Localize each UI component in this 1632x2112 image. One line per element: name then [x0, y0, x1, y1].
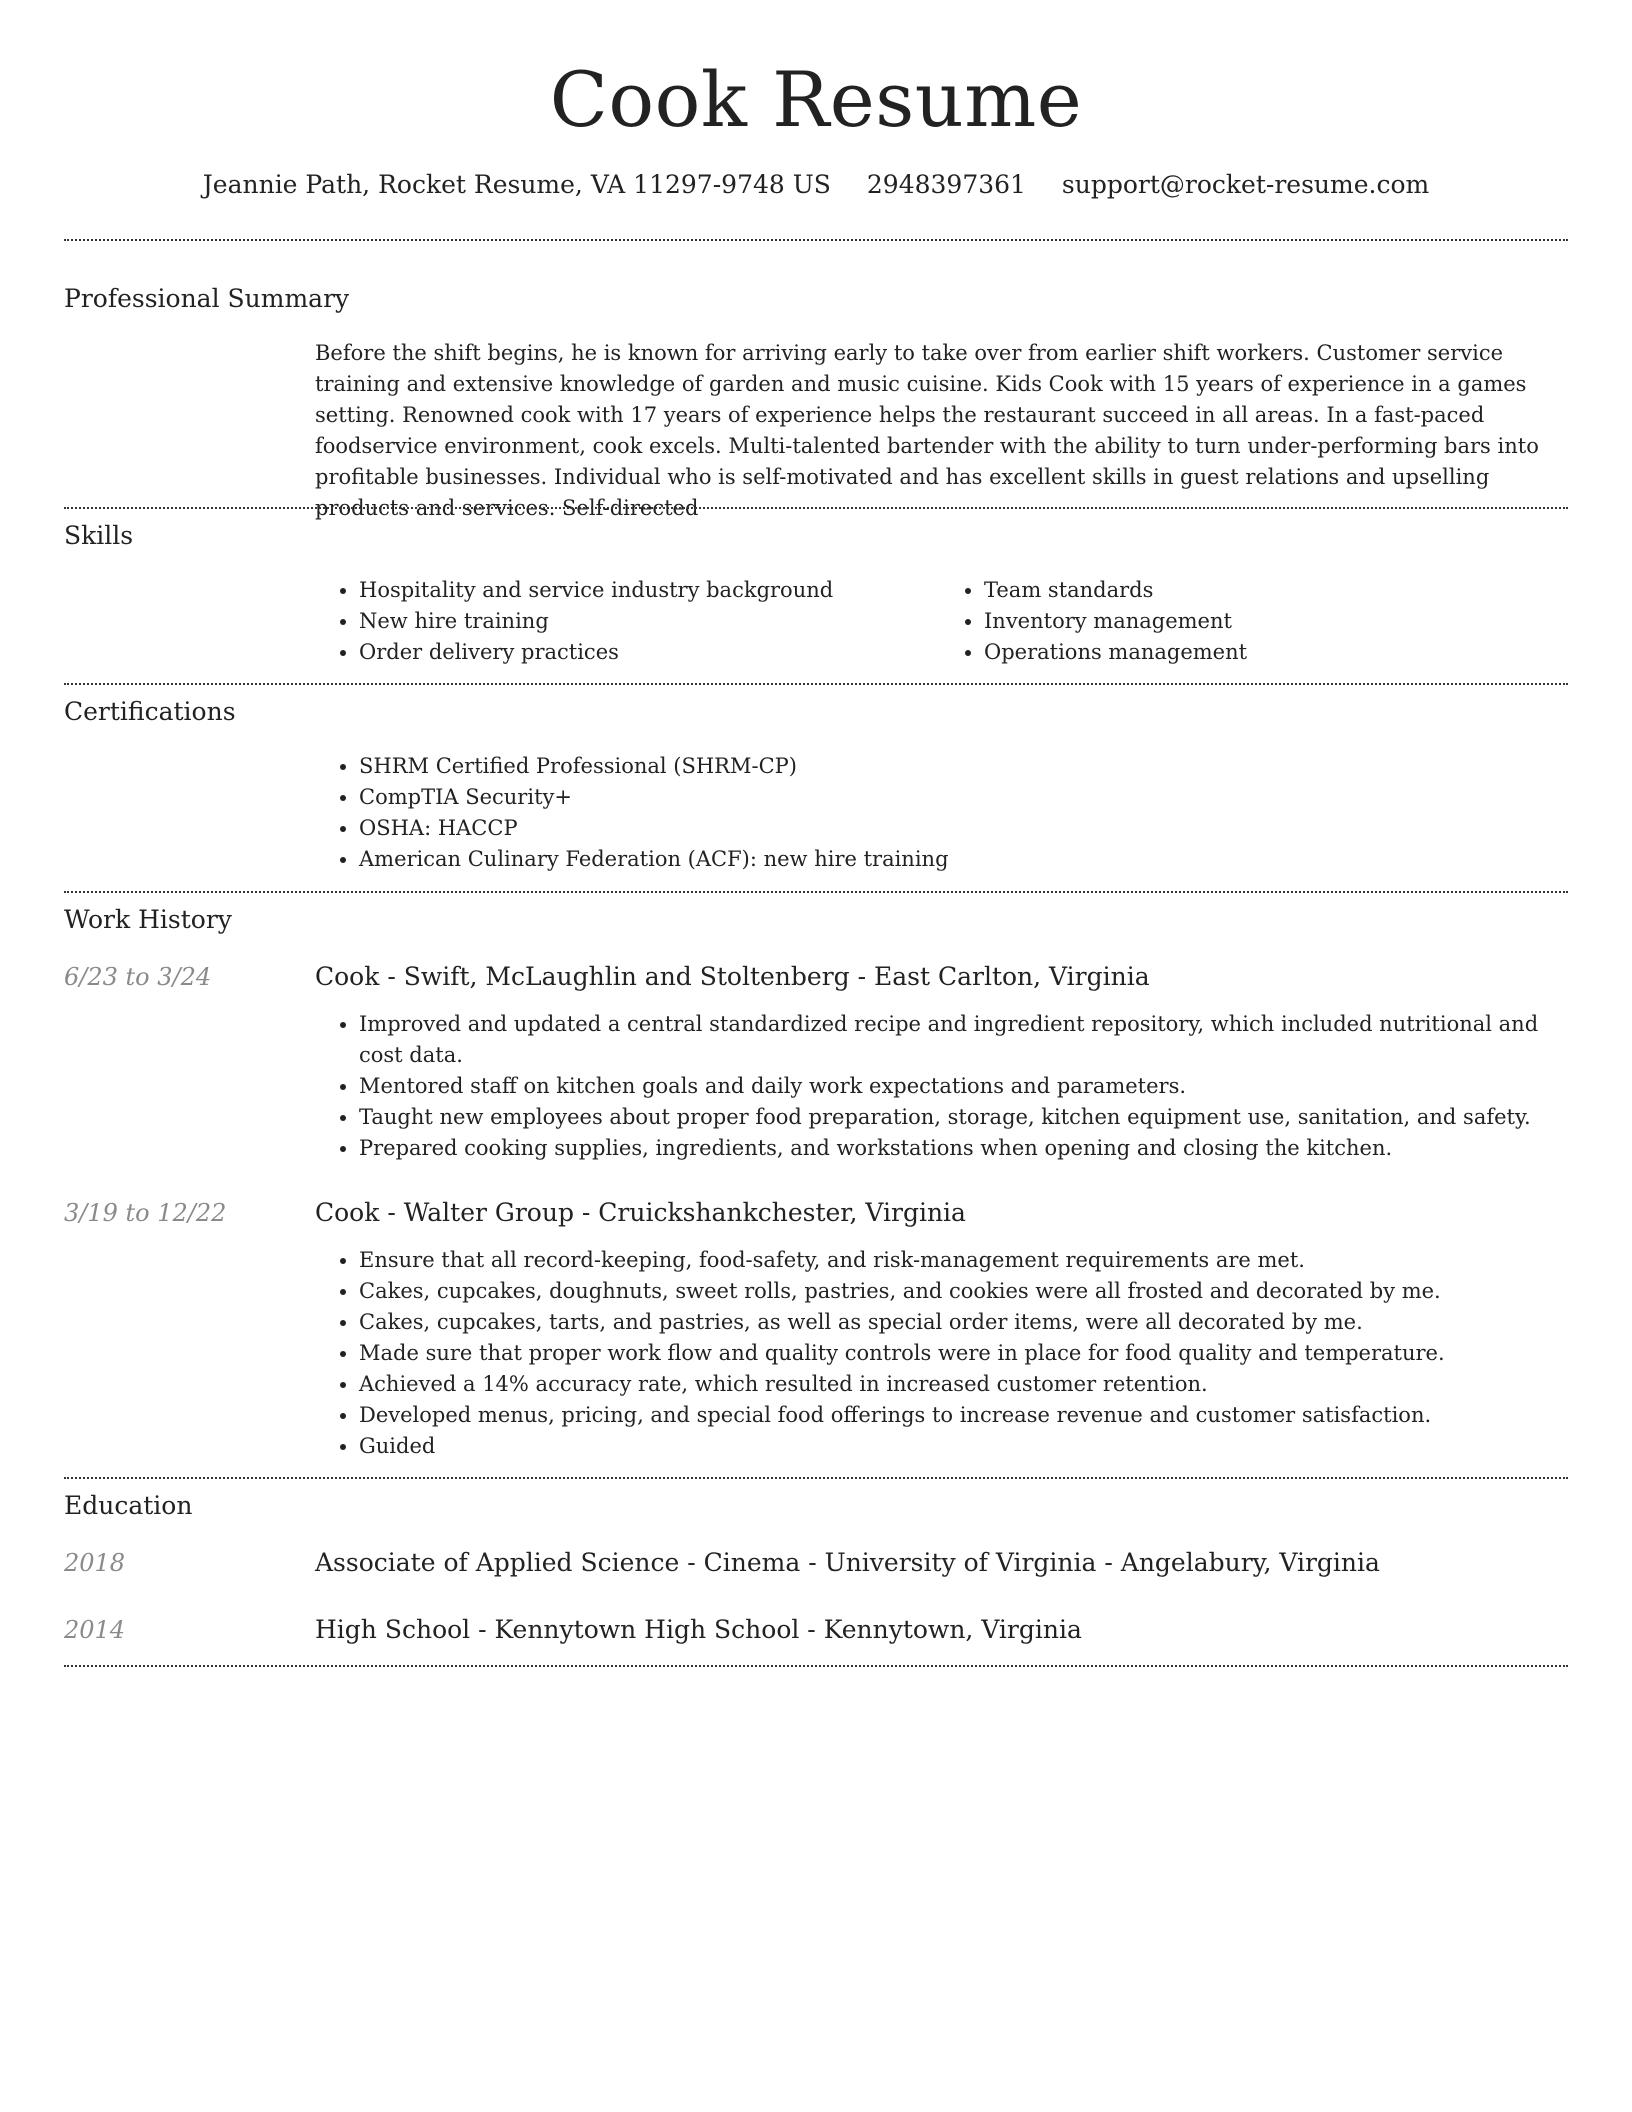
job-bullet-list — [315, 1245, 1565, 1462]
divider — [64, 683, 1568, 685]
job-bullet-list — [315, 1009, 1565, 1164]
contact-line — [64, 168, 1568, 202]
job-bullet: • Made sure that proper work flow and quality controls were in place for food quality and temperature. — [359, 1338, 1565, 1369]
certification-item: • American Culinary Federation (ACF): new hire training — [359, 844, 1565, 875]
job-dates: 3/19 to 12/22 — [64, 1199, 227, 1227]
divider — [64, 239, 1568, 241]
job-bullet: • Achieved a 14% accuracy rate, which resulted in increased customer retention. — [359, 1369, 1565, 1400]
contact-email[interactable]: support@rocket-resume.com — [1061, 170, 1430, 199]
contact-address: Jeannie Path, Rocket Resume, VA 11297-9748 US — [202, 170, 831, 199]
skill-item: • Inventory management — [984, 606, 1565, 637]
resume-title: Cook Resume — [549, 55, 1083, 144]
job-title: Cook - Swift, McLaughlin and Stoltenberg - East Carlton, Virginia — [315, 962, 1150, 991]
divider — [64, 1665, 1568, 1667]
certification-item: • SHRM Certified Professional (SHRM-CP) — [359, 751, 1565, 782]
job-bullet: • Cakes, cupcakes, doughnuts, sweet rolls, pastries, and cookies were all frosted and decorated by me. — [359, 1276, 1565, 1307]
skill-item: • Order delivery practices — [359, 637, 940, 668]
job-bullet: • Guided — [359, 1431, 1565, 1462]
skill-item: • Operations management — [984, 637, 1565, 668]
section-title-skills: Skills — [64, 521, 134, 550]
summary-block — [315, 338, 1565, 524]
certifications-block — [315, 751, 1565, 875]
job-bullet: • Prepared cooking supplies, ingredients, and workstations when opening and closing the kitchen. — [359, 1133, 1565, 1164]
certifications-list — [315, 751, 1565, 875]
job-responsibilities — [315, 1245, 1565, 1462]
skills-list-right — [940, 575, 1565, 668]
education-degree: High School - Kennytown High School - Kennytown, Virginia — [315, 1615, 1082, 1644]
divider — [64, 1477, 1568, 1479]
job-title: Cook - Walter Group - Cruickshankchester, Virginia — [315, 1198, 966, 1227]
job-bullet: • Ensure that all record-keeping, food-safety, and risk-management requirements are met. — [359, 1245, 1565, 1276]
section-title-work-history: Work History — [64, 905, 232, 934]
skill-item: • Team standards — [984, 575, 1565, 606]
section-title-certifications: Certifications — [64, 697, 236, 726]
divider — [64, 891, 1568, 893]
skill-item: • New hire training — [359, 606, 940, 637]
job-bullet: • Improved and updated a central standardized recipe and ingredient repository, which included nutritional and cost data. — [359, 1009, 1565, 1071]
certification-item: • CompTIA Security+ — [359, 782, 1565, 813]
education-year: 2018 — [64, 1549, 126, 1577]
education-degree: Associate of Applied Science - Cinema - University of Virginia - Angelabury, Virginia — [315, 1548, 1380, 1577]
contact-phone: 2948397361 — [866, 170, 1026, 199]
job-dates: 6/23 to 3/24 — [64, 963, 212, 991]
job-bullet: • Cakes, cupcakes, tarts, and pastries, as well as special order items, were all decorated by me. — [359, 1307, 1565, 1338]
education-year: 2014 — [64, 1616, 126, 1644]
skills-block — [315, 575, 1565, 668]
section-title-education: Education — [64, 1491, 193, 1520]
section-title-summary: Professional Summary — [64, 284, 350, 313]
summary-text: Before the shift begins, he is known for arriving early to take over from earlier shift workers. Customer service training and extensive knowledge of garden and music cuisine. Kids Cook with 15 years of experience in a games setting. Renowned cook with 17 years of experience helps the restaurant succeed in all areas. In a fast-paced foodservice environment, cook excels. Multi-talented bartender with the ability to turn under-performing bars into profitable businesses. Individual who is self-motivated and has excellent skills in guest relations and upselling products and services. Self-directed — [315, 341, 1539, 520]
job-bullet: • Developed menus, pricing, and special food offerings to increase revenue and customer satisfaction. — [359, 1400, 1565, 1431]
skills-list-left — [315, 575, 940, 668]
job-responsibilities — [315, 1009, 1565, 1164]
job-bullet: • Mentored staff on kitchen goals and daily work expectations and parameters. — [359, 1071, 1565, 1102]
divider — [64, 507, 1568, 509]
certification-item: • OSHA: HACCP — [359, 813, 1565, 844]
skill-item: • Hospitality and service industry background — [359, 575, 940, 606]
job-bullet: • Taught new employees about proper food preparation, storage, kitchen equipment use, sanitation, and safety. — [359, 1102, 1565, 1133]
